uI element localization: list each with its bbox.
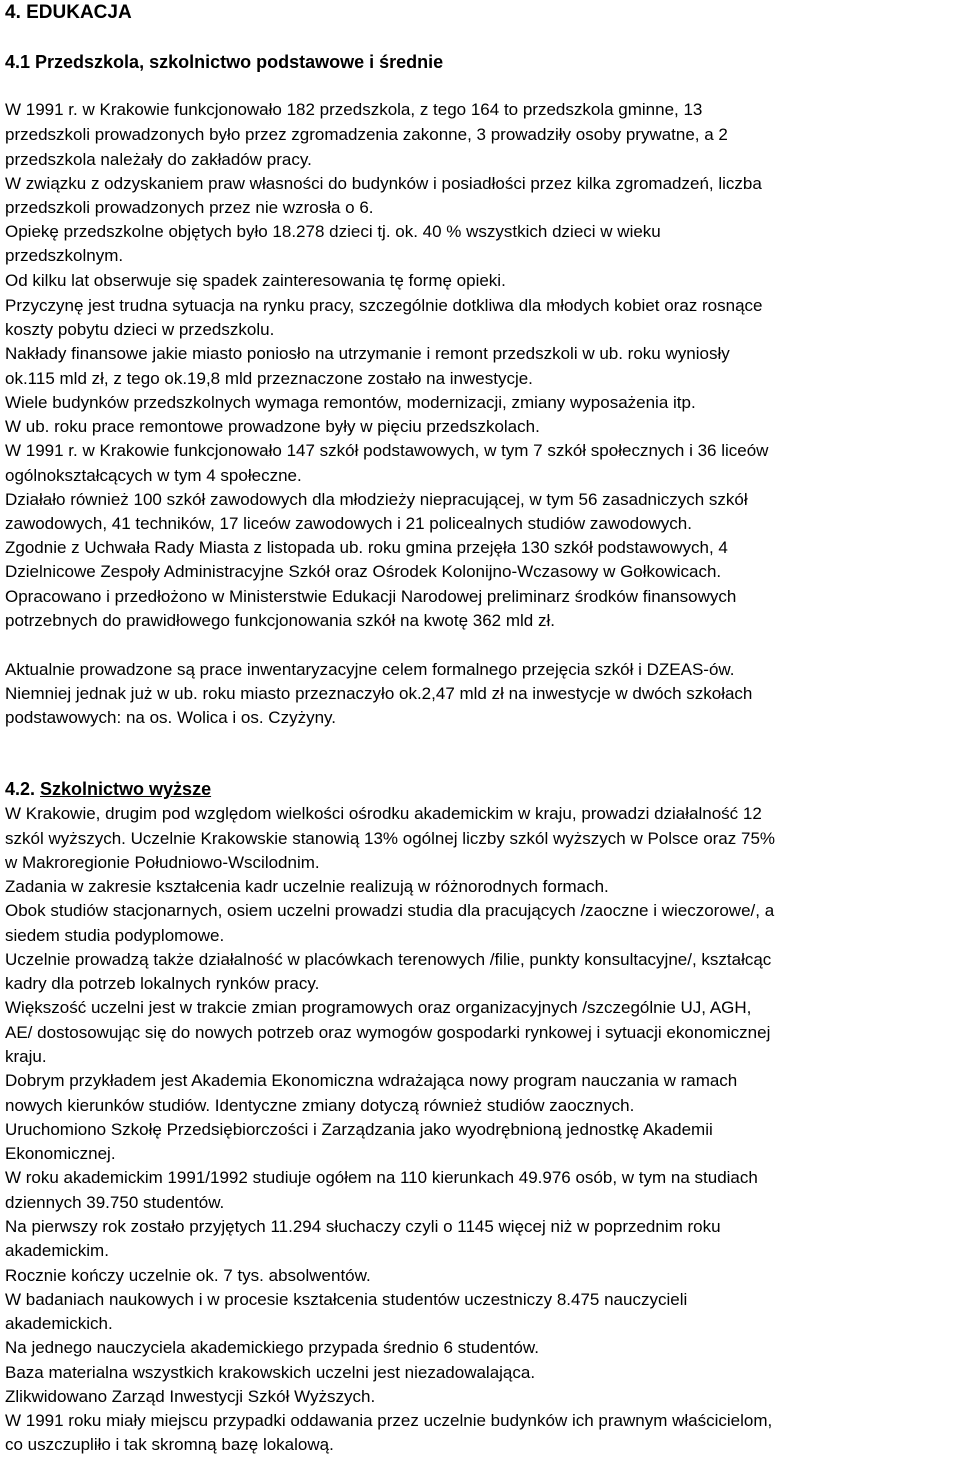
paragraph-line: Opracowano i przedłożono w Ministerstwie Edukacji Narodowej preliminarz środków finansowych bbox=[5, 587, 737, 606]
paragraph-line: W 1991 r. w Krakowie funkcjonowało 147 szkół podstawowych, w tym 7 szkół społecznych i 36 liceów bbox=[5, 441, 769, 460]
paragraph-line: AE/ dostosowując się do nowych potrzeb oraz wymogów gospodarki rynkowej i sytuacji ekonomicznej bbox=[5, 1023, 771, 1042]
paragraph-line: siedem studia podyplomowe. bbox=[5, 926, 225, 945]
paragraph-line: Od kilku lat obserwuje się spadek zainteresowania tę formę opieki. bbox=[5, 271, 506, 290]
paragraph-line: w Makroregionie Południowo-Wscilodnim. bbox=[5, 853, 320, 872]
section-2-heading-text: Szkolnictwo wyższe bbox=[40, 779, 212, 799]
paragraph-line: Rocznie kończy uczelnie ok. 7 tys. absolwentów. bbox=[5, 1266, 371, 1285]
paragraph-line: Dzielnicowe Zespoły Administracyjne Szkół oraz Ośrodek Kolonijno-Wczasowy w Gołkowicach. bbox=[5, 562, 722, 581]
section-1-heading: 4.1 Przedszkola, szkolnictwo podstawowe i średnie bbox=[5, 52, 444, 72]
paragraph-line: dziennych 39.750 studentów. bbox=[5, 1193, 225, 1212]
paragraph-line: kadry dla potrzeb lokalnych rynków pracy. bbox=[5, 974, 320, 993]
section-2-heading-number: 4.2. bbox=[5, 779, 41, 799]
paragraph-line: Na jednego nauczyciela akademickiego przypada średnio 6 studentów. bbox=[5, 1338, 539, 1357]
paragraph-line: Działało również 100 szkół zawodowych dla młodzieży niepracującej, w tym 56 zasadniczych szkół bbox=[5, 490, 748, 509]
paragraph-line: Uczelnie prowadzą także działalność w placówkach terenowych /filie, punkty konsultacyjne/, kształcąc bbox=[5, 950, 772, 969]
paragraph-line: Zadania w zakresie kształcenia kadr uczelnie realizują w różnorodnych formach. bbox=[5, 877, 609, 896]
paragraph-line: potrzebnych do prawidłowego funkcjonowania szkół na kwotę 362 mld zł. bbox=[5, 611, 555, 630]
paragraph-line: szkól wyższych. Uczelnie Krakowskie stanowią 13% ogólnej liczby szkól wyższych w Polsce oraz 75% bbox=[5, 829, 776, 848]
paragraph-line: podstawowych: na os. Wolica i os. Czyżyny. bbox=[5, 708, 337, 727]
paragraph-line: Ekonomicznej. bbox=[5, 1144, 116, 1163]
paragraph-line: akademickich. bbox=[5, 1314, 113, 1333]
paragraph-line: W 1991 r. w Krakowie funkcjonowało 182 przedszkola, z tego 164 to przedszkola gminne, 13 bbox=[5, 100, 703, 119]
paragraph-line: przedszkoli prowadzonych przez nie wzrosła o 6. bbox=[5, 198, 374, 217]
paragraph-line: Niemniej jednak już w ub. roku miasto przeznaczyło ok.2,47 mld zł na inwestycje w dwóch szkołach bbox=[5, 684, 753, 703]
paragraph-line: W Krakowie, drugim pod względom wielkości ośrodku akademickim w kraju, prowadzi działalność 12 bbox=[5, 804, 762, 823]
paragraph-line: Obok studiów stacjonarnych, osiem uczelni prowadzi studia dla pracujących /zaoczne i wieczorowe/, a bbox=[5, 901, 775, 920]
paragraph-line: Zlikwidowano Zarząd Inwestycji Szkół Wyższych. bbox=[5, 1387, 376, 1406]
paragraph-line: co uszczupliło i tak skromną bazę lokalową. bbox=[5, 1435, 334, 1454]
paragraph-line: W ub. roku prace remontowe prowadzone były w pięciu przedszkolach. bbox=[5, 417, 540, 436]
paragraph-line: W 1991 roku miały miejscu przypadki oddawania przez uczelnie budynków ich prawnym właścicielom, bbox=[5, 1411, 773, 1430]
paragraph-line: W badaniach naukowych i w procesie kształcenia studentów uczestniczy 8.475 nauczycieli bbox=[5, 1290, 688, 1309]
paragraph-line: zawodowych, 41 techników, 17 liceów zawodowych i 21 policealnych studiów zawodowych. bbox=[5, 514, 692, 533]
paragraph-line: Aktualnie prowadzone są prace inwentaryzacyjne celem formalnego przejęcia szkół i DZEAS-ów. bbox=[5, 660, 735, 679]
paragraph-line: ok.115 mld zł, z tego ok.19,8 mld przeznaczone zostało na inwestycje. bbox=[5, 369, 533, 388]
paragraph-line: nowych kierunków studiów. Identyczne zmiany dotyczą również studiów zaocznych. bbox=[5, 1096, 635, 1115]
paragraph-line: Zgodnie z Uchwała Rady Miasta z listopada ub. roku gmina przejęła 130 szkół podstawowych, 4 bbox=[5, 538, 728, 557]
paragraph-line: Uruchomiono Szkołę Przedsiębiorczości i Zarządzania jako wyodrębnioną jednostkę Akademii bbox=[5, 1120, 713, 1139]
paragraph-line: przedszkola należały do zakładów pracy. bbox=[5, 150, 312, 169]
paragraph-line: Większość uczelni jest w trakcie zmian programowych oraz organizacyjnych /szczególnie UJ, AGH, bbox=[5, 998, 752, 1017]
paragraph-line: kraju. bbox=[5, 1047, 47, 1066]
paragraph-line: Dobrym przykładem jest Akademia Ekonomiczna wdrażająca nowy program nauczania w ramach bbox=[5, 1071, 738, 1090]
paragraph-line: ogólnokształcących w tym 4 społeczne. bbox=[5, 466, 302, 485]
paragraph-line: akademickim. bbox=[5, 1241, 109, 1260]
paragraph-line: Wiele budynków przedszkolnych wymaga remontów, modernizacji, zmiany wyposażenia itp. bbox=[5, 393, 696, 412]
document-title: 4. EDUKACJA bbox=[5, 2, 132, 23]
paragraph-line: przedszkolnym. bbox=[5, 246, 124, 265]
paragraph-line: koszty pobytu dzieci w przedszkolu. bbox=[5, 320, 275, 339]
paragraph-line: przedszkoli prowadzonych było przez zgromadzenia zakonne, 3 prowadziły osoby prywatne, a 2 bbox=[5, 125, 728, 144]
paragraph-line: Na pierwszy rok zostało przyjętych 11.294 słuchaczy czyli o 1145 więcej niż w poprzednim roku bbox=[5, 1217, 721, 1236]
paragraph-line: W związku z odzyskaniem praw własności do budynków i posiadłości przez kilka zgromadzeń, liczba bbox=[5, 174, 762, 193]
paragraph-line: W roku akademickim 1991/1992 studiuje ogółem na 110 kierunkach 49.976 osób, w tym na studiach bbox=[5, 1168, 758, 1187]
paragraph-line: Przyczynę jest trudna sytuacja na rynku pracy, szczególnie dotkliwa dla młodych kobiet oraz rosnące bbox=[5, 296, 763, 315]
paragraph-line: Baza materialna wszystkich krakowskich uczelni jest niezadowalająca. bbox=[5, 1363, 536, 1382]
paragraph-line: Nakłady finansowe jakie miasto poniosło na utrzymanie i remont przedszkoli w ub. roku wyniosły bbox=[5, 344, 730, 363]
section-2-heading bbox=[5, 778, 211, 800]
paragraph-line: Opiekę przedszkolne objętych było 18.278 dzieci tj. ok. 40 % wszystkich dzieci w wieku bbox=[5, 222, 661, 241]
